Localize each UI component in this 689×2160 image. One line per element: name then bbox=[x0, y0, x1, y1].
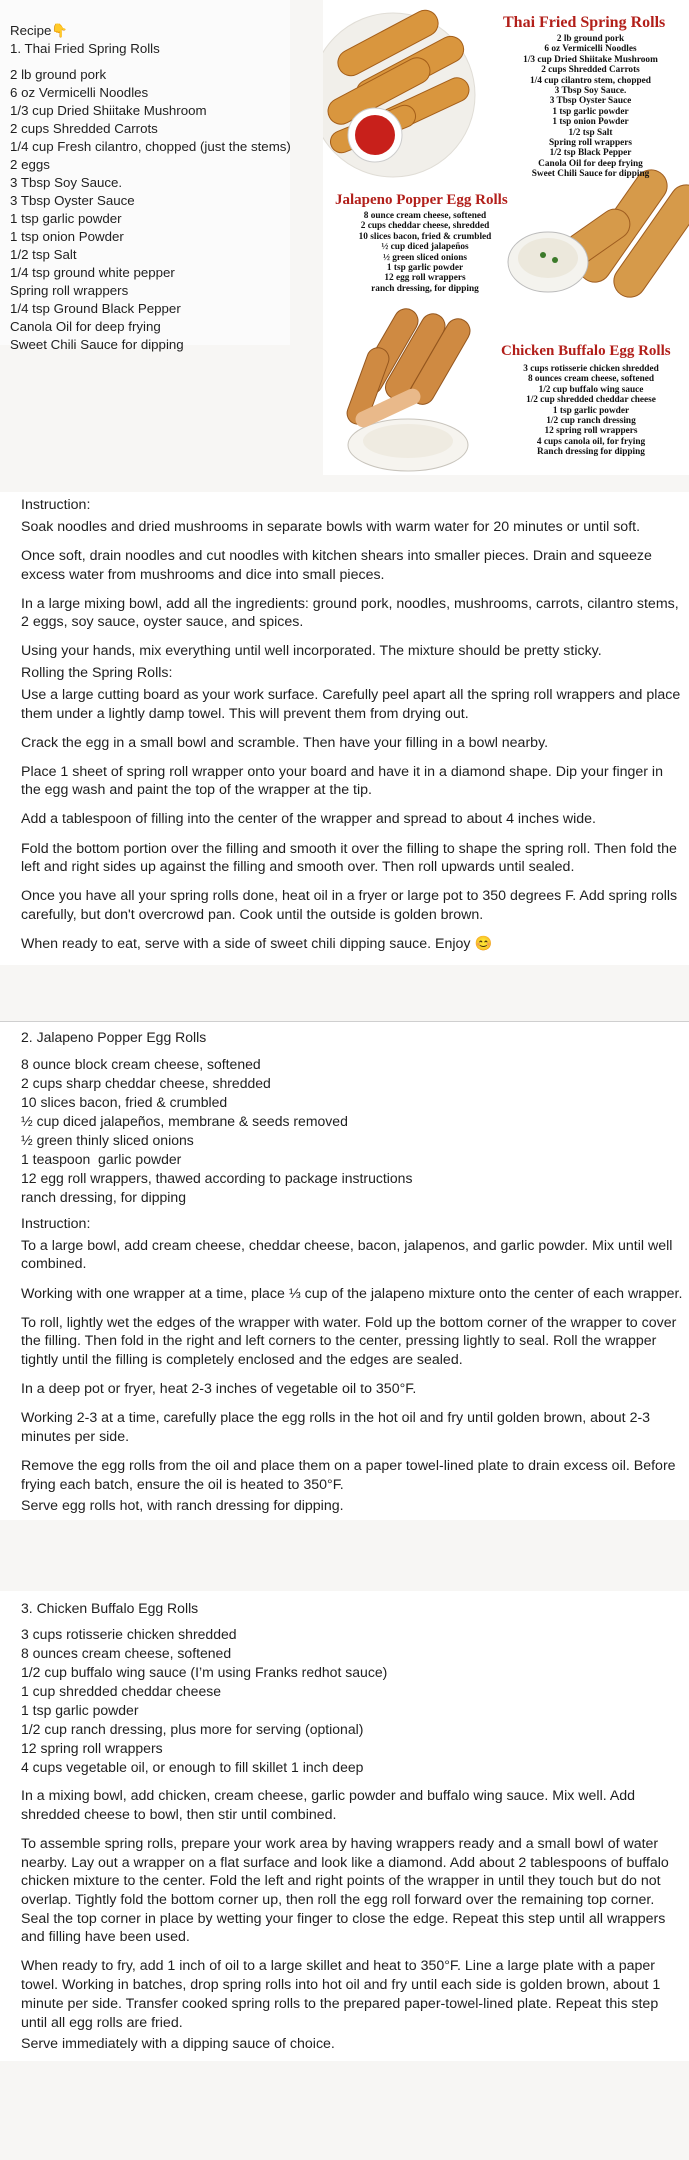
image-ingredient-line: 12 egg roll wrappers bbox=[384, 273, 466, 284]
instruction-step: In a deep pot or fryer, heat 2-3 inches of vegetable oil to 350°F. bbox=[21, 1381, 417, 1398]
instruction-step: In a large mixing bowl, add all the ingredients: ground pork, noodles, mushrooms, carrots, cilantro stems, 2 eggs, soy sauce, oyster sauce, and spices. bbox=[21, 595, 679, 631]
instruction-step: Rolling the Spring Rolls: bbox=[21, 665, 173, 682]
recipe1-instructions-panel bbox=[0, 492, 689, 965]
ingredient-item: 1 tsp garlic powder bbox=[10, 211, 122, 226]
image-ingredient-line: 3 Tbsp Soy Sauce. bbox=[554, 86, 627, 97]
image-ingredient-line: 1 tsp garlic powder bbox=[386, 263, 464, 274]
ingredient-item: 1/2 tsp Salt bbox=[10, 247, 77, 262]
ingredient-item: ½ green thinly sliced onions bbox=[21, 1132, 194, 1148]
ingredient-item: 1/2 cup buffalo wing sauce (I’m using Franks redhot sauce) bbox=[21, 1664, 388, 1680]
instruction-label: Instruction: bbox=[21, 497, 91, 513]
jalapeno-image-title: Jalapeno Popper Egg Rolls bbox=[335, 192, 508, 208]
recipe2-step-list bbox=[21, 1237, 683, 1516]
image-ingredient-line: 2 lb ground pork bbox=[556, 34, 625, 44]
recipe1-title: 1. Thai Fried Spring Rolls bbox=[10, 41, 160, 56]
image-ingredient-line: 8 ounce cream cheese, softened bbox=[363, 211, 487, 221]
instruction-step: To assemble spring rolls, prepare your work area by having wrappers ready and a small bowl of water nearby. Lay out a wrapper on a flat surface and look like a diamond. Add about 2 tablespoons of buffalo chicken mixture to the center. Fold the left and right points of the wrapper in until they touch but do not overlap. Tightly fold the bottom corner up, then roll the egg roll forward over the remaining top corner. Seal the top corner in place by wetting your finger to close the edge. Repeat this step until all wrappers and filling have been used. bbox=[21, 1835, 669, 1946]
image-ingredient-line: 1 tsp onion Powder bbox=[552, 117, 629, 128]
ingredient-item: Spring roll wrappers bbox=[10, 283, 129, 298]
ingredient-item: 10 slices bacon, fried & crumbled bbox=[21, 1094, 228, 1110]
image-ingredient-line: 2 cups cheddar cheese, shredded bbox=[360, 221, 490, 232]
ingredient-item: 1/2 cup ranch dressing, plus more for serving (optional) bbox=[21, 1721, 364, 1737]
ingredient-item: 2 eggs bbox=[10, 157, 50, 172]
instruction-step: To a large bowl, add cream cheese, cheddar cheese, bacon, jalapenos, and garlic powder. Mix until well combined. bbox=[21, 1237, 673, 1273]
ingredient-item: 2 cups Shredded Carrots bbox=[10, 121, 158, 136]
image-ingredient-line: Sweet Chili Sauce for dipping bbox=[531, 169, 650, 180]
instruction-step: Soak noodles and dried mushrooms in separate bowls with warm water for 20 minutes or until soft. bbox=[21, 518, 641, 535]
image-ingredient-line: 4 cups canola oil, for frying bbox=[536, 436, 646, 447]
thai-image-ingredients bbox=[503, 34, 678, 180]
image-ingredient-line: ranch dressing, for dipping bbox=[371, 283, 479, 294]
recipe3-step-list bbox=[21, 1787, 685, 2054]
ingredient-item: 2 cups sharp cheddar cheese, shredded bbox=[21, 1075, 271, 1091]
ingredient-item: 4 cups vegetable oil, or enough to fill skillet 1 inch deep bbox=[21, 1759, 364, 1775]
image-ingredient-line: 1/4 cup cilantro stem, chopped bbox=[530, 75, 651, 86]
instruction-step: Working 2-3 at a time, carefully place the egg rolls in the hot oil and fry until golden brown, about 2-3 minutes per side. bbox=[21, 1410, 651, 1445]
recipe3-ingredient-list bbox=[21, 1625, 685, 1777]
image-ingredient-line: 12 spring roll wrappers bbox=[544, 426, 638, 437]
image-ingredient-line: 3 Tbsp Oyster Sauce bbox=[549, 96, 632, 107]
ingredient-item: 2 lb ground pork bbox=[10, 67, 107, 82]
image-ingredient-line: 1/2 tsp Black Pepper bbox=[549, 148, 632, 159]
ingredient-item: ½ cup diced jalapeños, membrane & seeds removed bbox=[21, 1113, 348, 1129]
image-ingredient-line: 1/3 cup Dried Shiitake Mushroom bbox=[523, 54, 658, 65]
instruction-step: Add a tablespoon of filling into the center of the wrapper and spread to about 4 inches wide. bbox=[21, 811, 596, 828]
instruction-step: When ready to fry, add 1 inch of oil to a large skillet and heat to 350°F. Line a large plate with a paper towel. Working in batches, drop spring rolls into hot oil and fry until each side is golden brown, about 1 minute per side. Transfer cooked spring rolls to the prepared paper-towel-lined plate. Repeat this step until all egg rolls are fried. bbox=[21, 1958, 661, 2031]
instruction-step: To roll, lightly wet the edges of the wrapper with water. Fold up the bottom corner of the wrapper to cover the filling. Then fold in the right and left corners to the center, pressing lightly to seal. Roll the wrapper tightly until the filling is completely enclosed and the edges are sealed. bbox=[21, 1314, 677, 1368]
ingredient-item: 1/3 cup Dried Shiitake Mushroom bbox=[10, 103, 207, 118]
ingredient-item: 8 ounces cream cheese, softened bbox=[21, 1645, 232, 1661]
instruction-step: Serve egg rolls hot, with ranch dressing for dipping. bbox=[21, 1498, 344, 1515]
recipe-header: Recipe👇 bbox=[10, 23, 68, 38]
image-ingredient-line: 1/2 cup buffalo wing sauce bbox=[538, 384, 644, 395]
instruction-step: Once you have all your spring rolls done, heat oil in a fryer or large pot to 350 degrees F. Add spring rolls carefully, but don't overcrowd pan. Cook until the outside is golden brown. bbox=[21, 888, 678, 924]
instruction-step: In a mixing bowl, add chicken, cream cheese, garlic powder and buffalo wing sauce. Mix well. Add shredded cheese to bowl, then stir until combined. bbox=[21, 1788, 636, 1823]
image-ingredient-line: ½ cup diced jalapeños bbox=[381, 242, 469, 253]
ingredient-item: 1/4 cup Fresh cilantro, chopped (just the stems) bbox=[10, 139, 291, 154]
ingredient-item: 3 Tbsp Soy Sauce. bbox=[10, 175, 123, 190]
recipe2-ingredient-list bbox=[21, 1055, 683, 1207]
ingredient-item: ranch dressing, for dipping bbox=[21, 1189, 186, 1205]
image-ingredient-line: Canola Oil for deep frying bbox=[538, 158, 643, 169]
ingredient-item: 1/4 tsp Ground Black Pepper bbox=[10, 301, 181, 316]
ingredient-item: 1 tsp onion Powder bbox=[10, 229, 124, 244]
image-ingredient-line: 3 cups rotisserie chicken shredded bbox=[523, 364, 659, 374]
ingredient-item: 12 egg roll wrappers, thawed according to package instructions bbox=[21, 1170, 413, 1186]
image-ingredient-line: 1/2 tsp Salt bbox=[568, 127, 613, 138]
image-ingredient-line: Spring roll wrappers bbox=[549, 138, 632, 149]
instruction-step: Fold the bottom portion over the filling and smooth it over the filling to shape the spring roll. Then fold the left and right sides up against the filling and smooth over. Then roll upwards until sealed. bbox=[21, 840, 677, 876]
image-ingredient-line: 10 slices bacon, fried & crumbled bbox=[358, 231, 492, 242]
ingredient-item: 1 cup shredded cheddar cheese bbox=[21, 1683, 222, 1699]
ingredient-item: 8 ounce block cream cheese, softened bbox=[21, 1056, 261, 1072]
instruction-step: Working with one wrapper at a time, place ⅓ cup of the jalapeno mixture onto the center of each wrapper. bbox=[21, 1285, 683, 1302]
instruction-step: Use a large cutting board as your work surface. Carefully peel apart all the spring roll wrappers and place them under a lightly damp towel. This will prevent them from drying out. bbox=[21, 686, 681, 722]
image-ingredient-line: 1/2 cup ranch dressing bbox=[546, 416, 636, 427]
recipe1-ingredient-list bbox=[10, 66, 291, 354]
ingredient-item: 3 Tbsp Oyster Sauce bbox=[10, 193, 135, 208]
thai-image-title: Thai Fried Spring Rolls bbox=[503, 14, 666, 31]
instruction-label: Instruction: bbox=[21, 1216, 91, 1232]
image-ingredient-line: 1 tsp garlic powder bbox=[552, 405, 630, 416]
instruction-step: Crack the egg in a small bowl and scramble. Then have your filling in a bowl nearby. bbox=[21, 734, 549, 751]
instruction-step: Place 1 sheet of spring roll wrapper onto your board and have it in a diamond shape. Dip your finger in the egg wash and paint the top of the wrapper at the tip. bbox=[21, 763, 663, 799]
buffalo-image-ingredients bbox=[501, 364, 681, 458]
image-ingredient-line: 8 ounces cream cheese, softened bbox=[527, 374, 655, 385]
image-ingredient-line: Ranch dressing for dipping bbox=[537, 447, 645, 458]
recipe2-title: 2. Jalapeno Popper Egg Rolls bbox=[21, 1029, 207, 1045]
instruction-step: Remove the egg rolls from the oil and place them on a paper towel-lined plate to drain excess oil. Before frying each batch, ensure the oil is heated to 350°F. bbox=[21, 1457, 676, 1493]
image-ingredient-line: 2 cups Shredded Carrots bbox=[541, 65, 640, 76]
ingredient-item: 1 tsp garlic powder bbox=[21, 1702, 139, 1718]
recipe3-title: 3. Chicken Buffalo Egg Rolls bbox=[21, 1600, 199, 1616]
ingredient-item: 6 oz Vermicelli Noodles bbox=[10, 85, 149, 100]
recipe1-step-list bbox=[21, 518, 681, 954]
instruction-step: Once soft, drain noodles and cut noodles with kitchen shears into smaller pieces. Drain and squeeze excess water from mushrooms and dice into small pieces. bbox=[21, 547, 652, 583]
image-ingredient-line: 1/2 cup shredded cheddar cheese bbox=[526, 395, 656, 406]
recipe-collage-image bbox=[323, 0, 689, 475]
ingredient-item: Sweet Chili Sauce for dipping bbox=[10, 337, 184, 352]
ingredient-item: 12 spring roll wrappers bbox=[21, 1740, 163, 1756]
image-ingredient-line: 1 tsp garlic powder bbox=[552, 106, 629, 117]
instruction-step: Using your hands, mix everything until well incorporated. The mixture should be pretty sticky. bbox=[21, 643, 602, 660]
ingredient-item: 1 teaspoon garlic powder bbox=[21, 1151, 182, 1167]
image-ingredient-line: 6 oz Vermicelli Noodles bbox=[544, 44, 637, 55]
recipe3-panel bbox=[0, 1591, 689, 2061]
ingredient-item: 3 cups rotisserie chicken shredded bbox=[21, 1626, 237, 1642]
jalapeno-image-ingredients bbox=[335, 211, 515, 294]
image-ingredient-line: ½ green sliced onions bbox=[382, 252, 468, 263]
recipe1-ingredients-panel bbox=[0, 0, 291, 352]
instruction-step: When ready to eat, serve with a side of sweet chili dipping sauce. Enjoy 😊 bbox=[21, 936, 493, 953]
ingredient-item: 1/4 tsp ground white pepper bbox=[10, 265, 175, 280]
ingredient-item: Canola Oil for deep frying bbox=[10, 319, 161, 334]
recipe2-panel bbox=[0, 1021, 689, 1520]
buffalo-image-title: Chicken Buffalo Egg Rolls bbox=[501, 343, 671, 359]
instruction-step: Serve immediately with a dipping sauce of choice. bbox=[21, 2036, 335, 2053]
